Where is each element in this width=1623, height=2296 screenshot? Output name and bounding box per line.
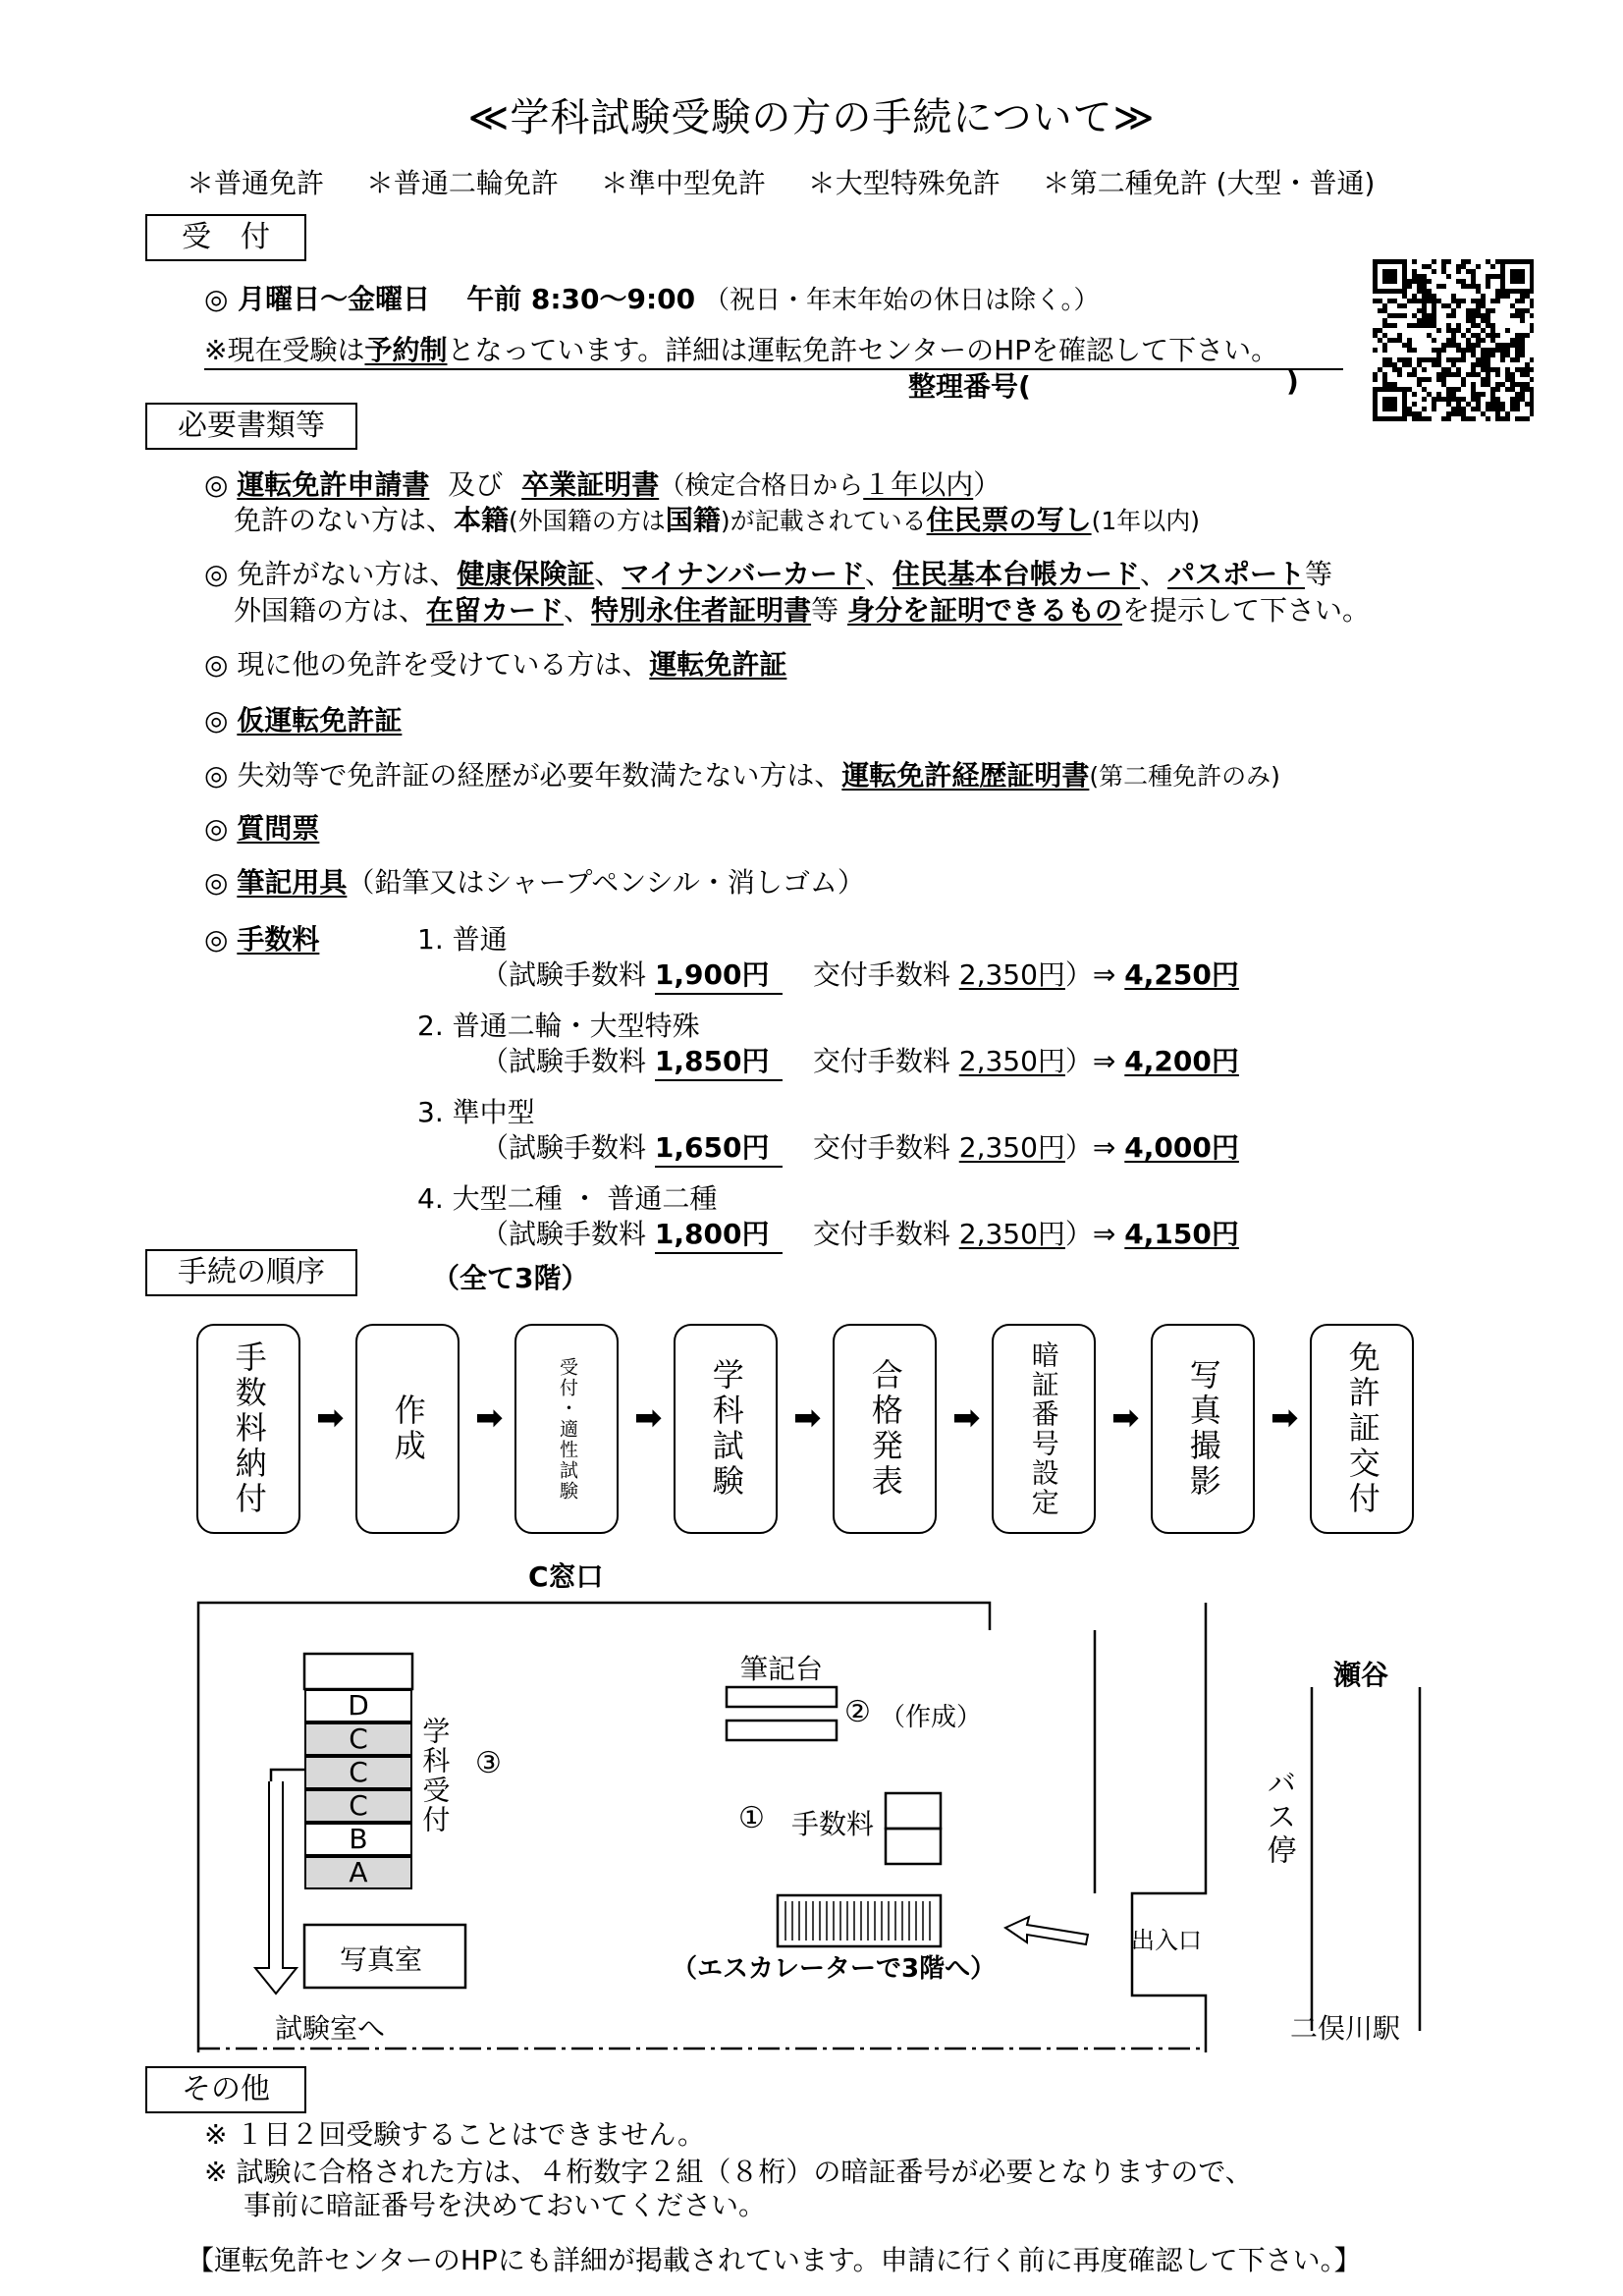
entrance-arrow-icon	[1005, 1917, 1088, 1944]
doc-text: 免許のない方は、	[234, 504, 455, 536]
fee-issue-label: 交付手数料	[812, 1131, 950, 1164]
fee-name: 3. 準中型	[417, 1096, 535, 1128]
flow-arrow-icon: ➡	[475, 1398, 504, 1438]
doc-text: （鉛筆又はシャープペンシル・消しゴム）	[347, 866, 865, 899]
fee-name: 1. 普通	[417, 923, 508, 956]
doc-text: 、	[594, 558, 622, 590]
counter-window: C	[304, 1756, 412, 1789]
doc-and: 及び	[448, 468, 504, 501]
fee-issue: 2,350円	[958, 958, 1065, 991]
doc-text: (1年以内)	[1091, 507, 1201, 535]
doc-paren: ）	[973, 468, 1001, 501]
doc-application: 運転免許申請書	[237, 468, 430, 501]
flow-arrow-icon: ➡	[634, 1398, 663, 1438]
reservation-bold: 予約制	[364, 334, 448, 366]
procedure-heading: 手続の順序	[145, 1249, 357, 1296]
writing-desk-label: 筆記台	[740, 1653, 824, 1685]
window-label: C窓口	[528, 1560, 604, 1593]
bullet: ◎	[204, 866, 229, 899]
fee-arrow: ）⇒	[1064, 1218, 1116, 1250]
doc-text: 外国籍の方は、	[234, 594, 427, 627]
reception-heading: 受 付	[145, 214, 306, 261]
note-3: 事前に暗証番号を決めておいてください。	[243, 2189, 767, 2221]
doc-history-cert: 運転免許経歴証明書	[841, 759, 1090, 792]
bullet: ◎	[204, 812, 229, 845]
bullet: ◎	[204, 468, 229, 501]
documents-heading: 必要書類等	[145, 403, 357, 450]
flow-step-label: 作成	[389, 1394, 427, 1464]
doc-nationality: 国籍	[665, 504, 721, 536]
counter-window: A	[304, 1856, 412, 1889]
fee-total: 4,250円	[1124, 958, 1239, 991]
number-label: 整理番号(	[908, 370, 1031, 403]
fee-issue-label: 交付手数料	[812, 1045, 950, 1077]
flow-arrow-icon: ➡	[952, 1398, 981, 1438]
doc-provisional: 仮運転免許証	[237, 704, 403, 737]
bus-stop-label: バス停	[1261, 1768, 1296, 1868]
page-title: ≪学科試験受験の方の手続について≫	[467, 95, 1156, 140]
flow-step-label: 免許証交付	[1343, 1340, 1381, 1517]
doc-text: ◎ 失効等で免許証の経歴が必要年数満たない方は、	[204, 759, 842, 792]
doc-special-permanent: 特別永住者証明書	[591, 594, 812, 627]
fee-exam: 1,850円	[655, 1040, 783, 1081]
doc-passport: パスポート	[1166, 558, 1305, 590]
doc-questionnaire: 質問票	[237, 812, 320, 845]
fee-total: 4,150円	[1124, 1218, 1239, 1250]
fee-exam-label: （試験手数料	[481, 1218, 647, 1250]
doc-text: 等	[1304, 558, 1332, 590]
doc-identity: 身分を証明できるもの	[846, 594, 1122, 627]
doc-text: 等	[811, 594, 839, 627]
floor-note: （全て3階）	[432, 1262, 589, 1294]
doc-license: 運転免許証	[649, 648, 787, 681]
license-type: ＊準中型免許	[600, 167, 766, 199]
doc-text: )が記載されている	[720, 507, 927, 535]
doc-residence-cert: 住民票の写し	[926, 504, 1092, 536]
fee-total: 4,000円	[1124, 1131, 1239, 1164]
note-2: ※ 試験に合格された方は、４桁数字２組（８桁）の暗証番号が必要となりますので、	[204, 2156, 1253, 2188]
flow-step-label: 学科試験	[707, 1358, 745, 1500]
fee-exam: 1,650円	[655, 1126, 783, 1168]
footer-note: 【運転免許センターのHPにも詳細が掲載されています。申請に行く前に再度確認して下さい。】	[187, 2244, 1362, 2276]
fee-name: 4. 大型二種 ・ 普通二種	[417, 1182, 718, 1215]
note-1: ※ １日２回受験することはできません。	[204, 2118, 706, 2151]
doc-text: 、	[564, 594, 592, 627]
counter-window: C	[304, 1722, 412, 1756]
doc-graduation-note: （検定合格日から	[659, 471, 864, 501]
fee-issue: 2,350円	[958, 1045, 1065, 1077]
counter-window: B	[304, 1823, 412, 1856]
counter-window: C	[304, 1789, 412, 1823]
fee-issue: 2,350円	[958, 1218, 1065, 1250]
reservation-pre: ※現在受験は	[204, 334, 365, 366]
fee-exam-label: （試験手数料	[481, 1045, 647, 1077]
doc-honseki: 本籍	[454, 504, 510, 536]
doc-text: 、	[1139, 558, 1167, 590]
holiday-note: （祝日・年末年始の休日は除く。）	[704, 286, 1100, 315]
reservation-post: となっています。詳細は運転免許センターのHPを確認して下さい。	[447, 334, 1279, 366]
fee-counter-label: 手数料	[791, 1808, 875, 1840]
photo-room-label: 写真室	[340, 1943, 423, 1976]
bullet: ◎	[204, 923, 229, 956]
create-label: （作成）	[880, 1703, 983, 1732]
fee-exam: 1,800円	[655, 1213, 783, 1254]
license-type: ＊大型特殊免許	[807, 167, 1001, 199]
circle-1: ①	[738, 1801, 765, 1835]
doc-text: (外国籍の方は	[509, 507, 666, 535]
doc-text: ◎ 免許がない方は、	[204, 558, 458, 590]
reception-days: ◎ 月曜日～金曜日	[204, 283, 431, 315]
fee-exam-label: （試験手数料	[481, 958, 647, 991]
circle-3: ③	[475, 1746, 502, 1780]
counter-window: D	[304, 1689, 412, 1722]
flow-arrow-icon: ➡	[793, 1398, 822, 1438]
fee-issue-label: 交付手数料	[812, 958, 950, 991]
fee-exam: 1,900円	[655, 954, 783, 995]
doc-mynumber: マイナンバーカード	[622, 558, 865, 590]
flow-step-label: 受付・適性試験	[556, 1356, 578, 1502]
doc-one-year: １年以内	[863, 468, 974, 501]
seya-label: 瀬谷	[1333, 1659, 1389, 1691]
license-type: ＊第二種免許 (大型・普通)	[1042, 167, 1376, 199]
doc-text: 、	[864, 558, 893, 590]
flow-step-label: 合格発表	[866, 1358, 904, 1500]
reception-vertical-label: 学科受付	[418, 1717, 452, 1834]
fee-arrow: ）⇒	[1064, 1045, 1116, 1077]
flow-arrow-icon: ➡	[316, 1398, 345, 1438]
flow-arrow-icon: ➡	[1271, 1398, 1299, 1438]
flow-step-label: 手数料納付	[230, 1340, 268, 1517]
license-type: ＊普通免許	[187, 167, 325, 199]
fee-issue: 2,350円	[958, 1131, 1065, 1164]
doc-residence-card: 在留カード	[426, 594, 565, 627]
number-close: )	[1286, 365, 1299, 398]
doc-insurance: 健康保険証	[457, 558, 595, 590]
fee-name: 2. 普通二輪・大型特殊	[417, 1010, 700, 1042]
fee-exam-label: （試験手数料	[481, 1131, 647, 1164]
fee-arrow: ）⇒	[1064, 1131, 1116, 1164]
flow-step-label: 暗証番号設定	[1027, 1340, 1060, 1517]
bullet: ◎	[204, 704, 229, 737]
flow-arrow-icon: ➡	[1111, 1398, 1140, 1438]
license-type: ＊普通二輪免許	[365, 167, 559, 199]
circle-2: ②	[844, 1695, 871, 1729]
futamatagawa-label: 二俣川駅	[1290, 2012, 1401, 2045]
others-heading: その他	[145, 2066, 306, 2113]
exam-room-label: 試験室へ	[275, 2012, 386, 2045]
fee-total: 4,200円	[1124, 1045, 1239, 1077]
fee-arrow: ）⇒	[1064, 958, 1116, 991]
doc-text: ◎ 現に他の免許を受けている方は、	[204, 648, 650, 681]
doc-graduation: 卒業証明書	[521, 468, 660, 501]
fee-issue-label: 交付手数料	[812, 1218, 950, 1250]
entrance-label: 出入口	[1131, 1927, 1202, 1954]
doc-text: を提示して下さい。	[1122, 594, 1371, 627]
fee-label: 手数料	[237, 923, 320, 956]
doc-text: (第二種免許のみ)	[1089, 762, 1280, 791]
escalator-label: （エスカレーターで3階へ）	[672, 1954, 997, 1984]
doc-resident-card: 住民基本台帳カード	[892, 558, 1140, 590]
reception-hours: 午前 8:30～9:00	[466, 283, 696, 315]
flow-step-label: 写真撮影	[1184, 1358, 1222, 1500]
down-arrow-icon	[255, 1781, 297, 1994]
doc-stationery: 筆記用具	[237, 866, 348, 899]
